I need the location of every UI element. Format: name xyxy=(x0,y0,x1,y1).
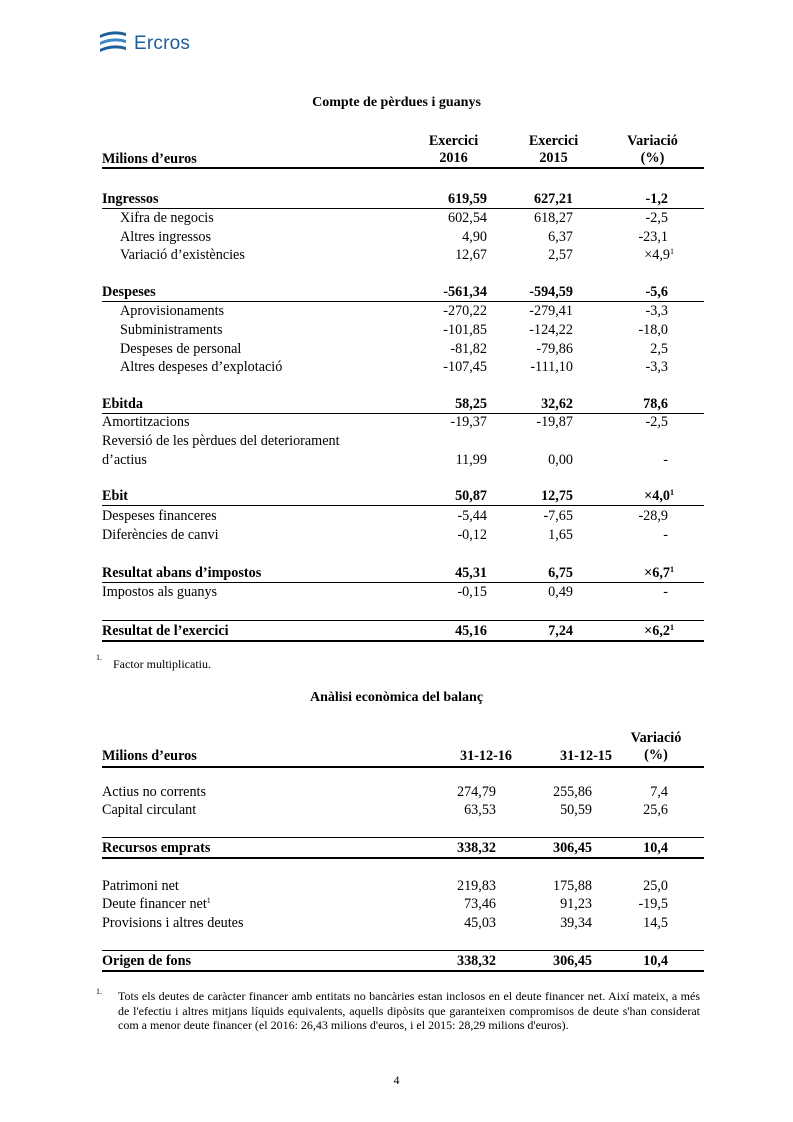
balance-row xyxy=(102,877,704,896)
income-value-2016: -101,85 xyxy=(443,322,487,338)
income-value-2016: -5,44 xyxy=(457,508,487,524)
balance-row-label: Deute financer net$^1$ xyxy=(102,896,211,912)
balance-header-label: Milions d’euros xyxy=(102,748,197,764)
income-value-variation: -3,3 xyxy=(645,303,668,319)
income-value-2016: 50,87 xyxy=(455,488,487,504)
income-header-2015: Exercici 2015 xyxy=(528,133,579,166)
balance-row-label: Origen de fons xyxy=(102,953,192,969)
balance-value-2016: 338,32 xyxy=(456,953,496,969)
income-value-2015: 1,65 xyxy=(548,527,573,543)
income-row-label: Ingressos xyxy=(102,191,159,207)
income-value-2016: -270,22 xyxy=(443,303,487,319)
balance-value-2016: 63,53 xyxy=(464,802,496,818)
income-row-label: Despeses xyxy=(102,284,156,300)
income-value-variation: $\times 4,9^1$ xyxy=(644,247,674,263)
balance-value-2015: 39,34 xyxy=(560,915,592,931)
balance-row-label: Patrimoni net xyxy=(102,878,179,894)
balance-row-bottom-rule xyxy=(102,970,704,972)
income-value-2016: 11,99 xyxy=(455,452,487,468)
balance-row-label: Actius no corrents xyxy=(102,784,207,800)
income-row-label: Despeses financeres xyxy=(102,508,217,524)
income-value-variation: $\times 6,2^1$ xyxy=(644,623,674,639)
income-value-2015: 6,75 xyxy=(548,565,573,581)
income-value-2016: 602,54 xyxy=(447,210,487,226)
income-value-variation: -18,0 xyxy=(638,322,668,338)
income-row-label: Subministraments xyxy=(120,322,223,338)
footnote-ref: 1 xyxy=(670,247,674,256)
income-value-2015: 7,24 xyxy=(548,623,573,639)
income-row-label-cont: d’actius xyxy=(102,452,147,468)
income-value-2015: -111,10 xyxy=(530,359,573,375)
income-row-label: Ebit xyxy=(102,488,129,504)
balance-footnote-mark: 1. xyxy=(96,987,102,996)
income-row-label: Resultat de l’exercici xyxy=(102,623,229,639)
balance-row xyxy=(102,952,704,971)
balance-header-col1: 31-12-16 xyxy=(459,748,512,764)
footnote-ref: 1 xyxy=(670,623,674,632)
balance-row xyxy=(102,783,704,802)
income-value-variation: -3,3 xyxy=(645,359,668,375)
income-footnote: Factor multiplicatiu. xyxy=(113,657,211,671)
income-value-2016: -19,37 xyxy=(450,414,487,430)
income-row-label: Amortitzacions xyxy=(102,414,190,430)
balance-value-2016: 338,32 xyxy=(456,840,496,856)
income-header-2016: Exercici 2016 xyxy=(428,133,479,166)
balance-value-2016: 219,83 xyxy=(456,878,496,894)
income-value-variation: - xyxy=(663,584,668,600)
income-row-label: Diferències de canvi xyxy=(102,527,219,543)
income-value-2016: 12,67 xyxy=(455,247,487,263)
balance-row xyxy=(102,839,704,858)
balance-value-2015: 91,23 xyxy=(560,896,592,912)
income-value-2015: 627,21 xyxy=(533,191,573,207)
income-value-variation: 2,5 xyxy=(650,341,668,357)
balance-footnote: Tots els deutes de caràcter financer amb entitats no bancàries estan inclosos en el deute financer net. Així mateix, a més de l'efectiu i altres mitjans líquids equivalents, aquells dipòsits que garanteixen compromisos de deute s'han considerat com a menor deute financer (el 2016: 26,43 milions d'euros, i el 2015: 28,29 milions d'euros). xyxy=(118,989,700,1032)
balance-value-variation: 25,6 xyxy=(643,802,668,818)
income-value-2016: 619,59 xyxy=(447,191,487,207)
income-footnote-mark: 1. xyxy=(96,653,102,662)
balance-value-variation: 10,4 xyxy=(643,953,668,969)
balance-value-2015: 50,59 xyxy=(560,802,592,818)
income-value-2015: 2,57 xyxy=(548,247,573,263)
income-value-2015: 6,37 xyxy=(548,229,573,245)
income-value-2016: -0,12 xyxy=(457,527,487,543)
income-value-2016: -81,82 xyxy=(450,341,487,357)
income-row-label: Resultat abans d’impostos xyxy=(102,565,262,581)
income-value-variation: 78,6 xyxy=(643,396,668,412)
income-value-variation: -2,5 xyxy=(645,210,668,226)
income-value-2016: -561,34 xyxy=(443,284,487,300)
income-value-2016: 45,16 xyxy=(455,623,487,639)
income-value-2016: -107,45 xyxy=(443,359,487,375)
balance-value-2016: 274,79 xyxy=(456,784,496,800)
income-value-2015: -7,65 xyxy=(543,508,573,524)
income-value-2015: -124,22 xyxy=(529,322,573,338)
income-row-label: Despeses de personal xyxy=(120,341,242,357)
income-value-2016: 58,25 xyxy=(455,396,487,412)
balance-value-2016: 73,46 xyxy=(464,896,496,912)
balance-row-label: Capital circulant xyxy=(102,802,197,818)
footnote-ref: 1 xyxy=(670,565,674,574)
balance-value-2015: 306,45 xyxy=(552,953,592,969)
page-number: 4 xyxy=(393,1073,400,1087)
income-value-variation: $\times 4,0^1$ xyxy=(644,488,674,504)
balance-row xyxy=(102,895,704,914)
balance-row-bottom-rule xyxy=(102,857,704,859)
income-value-variation: -23,1 xyxy=(638,229,668,245)
footnote-ref: 1 xyxy=(670,488,674,497)
income-row-label: Ebitda xyxy=(102,396,144,412)
balance-header-variation: Variació (%) xyxy=(630,730,682,763)
balance-value-variation: 14,5 xyxy=(643,915,668,931)
income-value-variation: -28,9 xyxy=(638,508,668,524)
balance-value-2015: 255,86 xyxy=(552,784,592,800)
balance-sheet-table xyxy=(102,0,704,1122)
income-value-variation: - xyxy=(663,452,668,468)
balance-value-variation: 25,0 xyxy=(643,878,668,894)
balance-header-rule xyxy=(102,766,704,768)
income-value-variation: -5,6 xyxy=(645,284,668,300)
income-statement-title: Compte de pèrdues i guanys xyxy=(312,95,481,110)
balance-row xyxy=(102,801,704,820)
balance-header-col2: 31-12-15 xyxy=(559,748,612,764)
income-row-label: Xifra de negocis xyxy=(120,210,214,226)
income-value-2015: -279,41 xyxy=(529,303,573,319)
income-value-variation: -2,5 xyxy=(645,414,668,430)
balance-sheet-title: Anàlisi econòmica del balanç xyxy=(309,690,484,705)
income-value-2015: 618,27 xyxy=(533,210,573,226)
income-value-2015: 0,49 xyxy=(548,584,573,600)
balance-row-top-rule xyxy=(102,950,704,951)
income-value-2016: -0,15 xyxy=(457,584,487,600)
income-row-label: Variació d’existències xyxy=(120,247,245,263)
balance-value-variation: -19,5 xyxy=(638,896,668,912)
income-value-2015: 32,62 xyxy=(541,396,573,412)
balance-value-2016: 45,03 xyxy=(464,915,496,931)
balance-row xyxy=(102,914,704,933)
income-row-label: Aprovisionaments xyxy=(120,303,225,319)
income-value-variation: $\times 6,7^1$ xyxy=(644,565,674,581)
income-value-2015: 0,00 xyxy=(548,452,573,468)
income-value-2016: 4,90 xyxy=(462,229,487,245)
income-value-2016: 45,31 xyxy=(455,565,487,581)
income-value-2015: 12,75 xyxy=(541,488,573,504)
balance-value-2015: 306,45 xyxy=(552,840,592,856)
footnote-ref: 1 xyxy=(206,896,211,905)
income-value-2015: -19,87 xyxy=(536,414,573,430)
balance-value-variation: 7,4 xyxy=(650,784,668,800)
balance-row-label: Recursos emprats xyxy=(102,840,211,856)
income-value-variation: -1,2 xyxy=(645,191,668,207)
income-header-label: Milions d’euros xyxy=(102,151,197,167)
balance-row-label: Provisions i altres deutes xyxy=(102,915,244,931)
income-row-label: Altres ingressos xyxy=(120,229,212,245)
balance-value-variation: 10,4 xyxy=(643,840,668,856)
balance-row-top-rule xyxy=(102,837,704,838)
brand-name: Ercros xyxy=(134,33,191,54)
income-value-variation: - xyxy=(663,527,668,543)
income-row-label: Impostos als guanys xyxy=(102,584,218,600)
income-row-label: Reversió de les pèrdues del deteriorament xyxy=(102,433,340,449)
balance-value-2015: 175,88 xyxy=(552,878,592,894)
income-value-2015: -79,86 xyxy=(536,341,573,357)
income-header-variation: Variació (%) xyxy=(627,133,678,166)
income-row-label: Altres despeses d’explotació xyxy=(120,359,283,375)
income-value-2015: -594,59 xyxy=(529,284,573,300)
